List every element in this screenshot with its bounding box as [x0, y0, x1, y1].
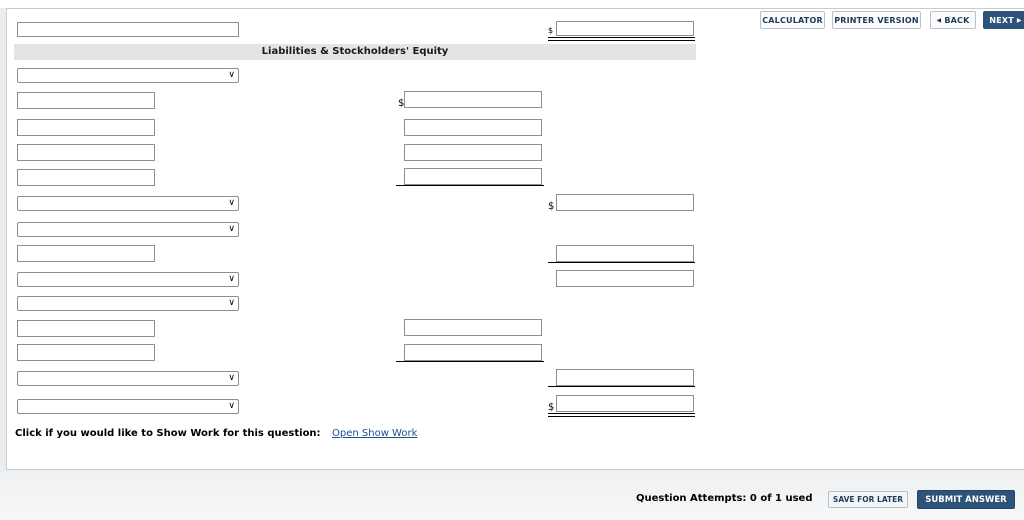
double-underline	[548, 37, 695, 41]
account-name-input[interactable]	[17, 92, 155, 109]
submit-answer-label: SUBMIT ANSWER	[925, 494, 1007, 505]
account-name-input[interactable]	[17, 144, 155, 161]
account-select[interactable]	[17, 196, 239, 211]
amount-input[interactable]	[404, 119, 542, 136]
amount-input[interactable]	[404, 344, 542, 361]
calculator-button[interactable]	[760, 11, 825, 29]
printer-version-button[interactable]	[832, 11, 921, 29]
section-heading: Liabilities & Stockholders' Equity	[14, 44, 696, 60]
chevron-down-icon: ∨	[228, 198, 235, 208]
account-select[interactable]	[17, 222, 239, 237]
back-button[interactable]	[930, 11, 976, 29]
calculator-label: CALCULATOR	[762, 15, 823, 25]
grand-total-input[interactable]	[556, 395, 694, 412]
subtotal-underline	[396, 185, 544, 186]
chevron-down-icon: ∨	[228, 401, 235, 411]
account-name-input[interactable]	[17, 320, 155, 337]
chevron-down-icon: ∨	[228, 274, 235, 284]
account-name-input[interactable]	[17, 169, 155, 186]
chevron-down-icon: ∨	[228, 373, 235, 383]
top-strip	[0, 0, 1024, 8]
currency-symbol: $	[548, 201, 555, 212]
amount-input[interactable]	[404, 91, 542, 108]
submit-answer-button[interactable]	[917, 490, 1015, 509]
subtotal-underline	[548, 262, 695, 263]
account-name-input[interactable]	[17, 245, 155, 262]
amount-input[interactable]	[404, 319, 542, 336]
chevron-down-icon: ∨	[228, 70, 235, 80]
total-input[interactable]	[556, 369, 694, 386]
next-button[interactable]	[983, 11, 1024, 29]
account-select[interactable]	[17, 399, 239, 414]
amount-input[interactable]	[556, 245, 694, 262]
account-select[interactable]	[17, 22, 239, 37]
account-name-input[interactable]	[17, 344, 155, 361]
currency-symbol: $	[548, 26, 554, 35]
account-name-input[interactable]	[17, 119, 155, 136]
total-input[interactable]	[556, 21, 694, 36]
account-select[interactable]	[17, 272, 239, 287]
subtotal-underline	[396, 361, 544, 362]
question-attempts: Question Attempts: 0 of 1 used	[636, 493, 813, 504]
chevron-down-icon: ∨	[228, 224, 235, 234]
double-underline	[548, 413, 695, 417]
chevron-down-icon: ∨	[228, 298, 235, 308]
show-work-prompt: Click if you would like to Show Work for this question:	[15, 428, 321, 439]
amount-input[interactable]	[404, 144, 542, 161]
next-label: NEXT	[989, 15, 1014, 25]
save-for-later-button[interactable]	[828, 491, 908, 508]
subtotal-underline	[548, 386, 695, 387]
caret-right-icon: ▶	[1016, 16, 1022, 24]
printer-version-label: PRINTER VERSION	[834, 15, 919, 25]
open-show-work-link[interactable]: Open Show Work	[332, 428, 418, 439]
account-select[interactable]	[17, 296, 239, 311]
back-label: BACK	[944, 15, 970, 25]
currency-symbol: $	[548, 402, 555, 413]
save-for-later-label: SAVE FOR LATER	[832, 495, 904, 504]
total-input[interactable]	[556, 270, 694, 287]
amount-input[interactable]	[404, 168, 542, 185]
total-input[interactable]	[556, 194, 694, 211]
account-select[interactable]	[17, 371, 239, 386]
caret-left-icon: ◀	[936, 16, 942, 24]
currency-symbol: $	[398, 98, 405, 109]
account-select[interactable]	[17, 68, 239, 83]
